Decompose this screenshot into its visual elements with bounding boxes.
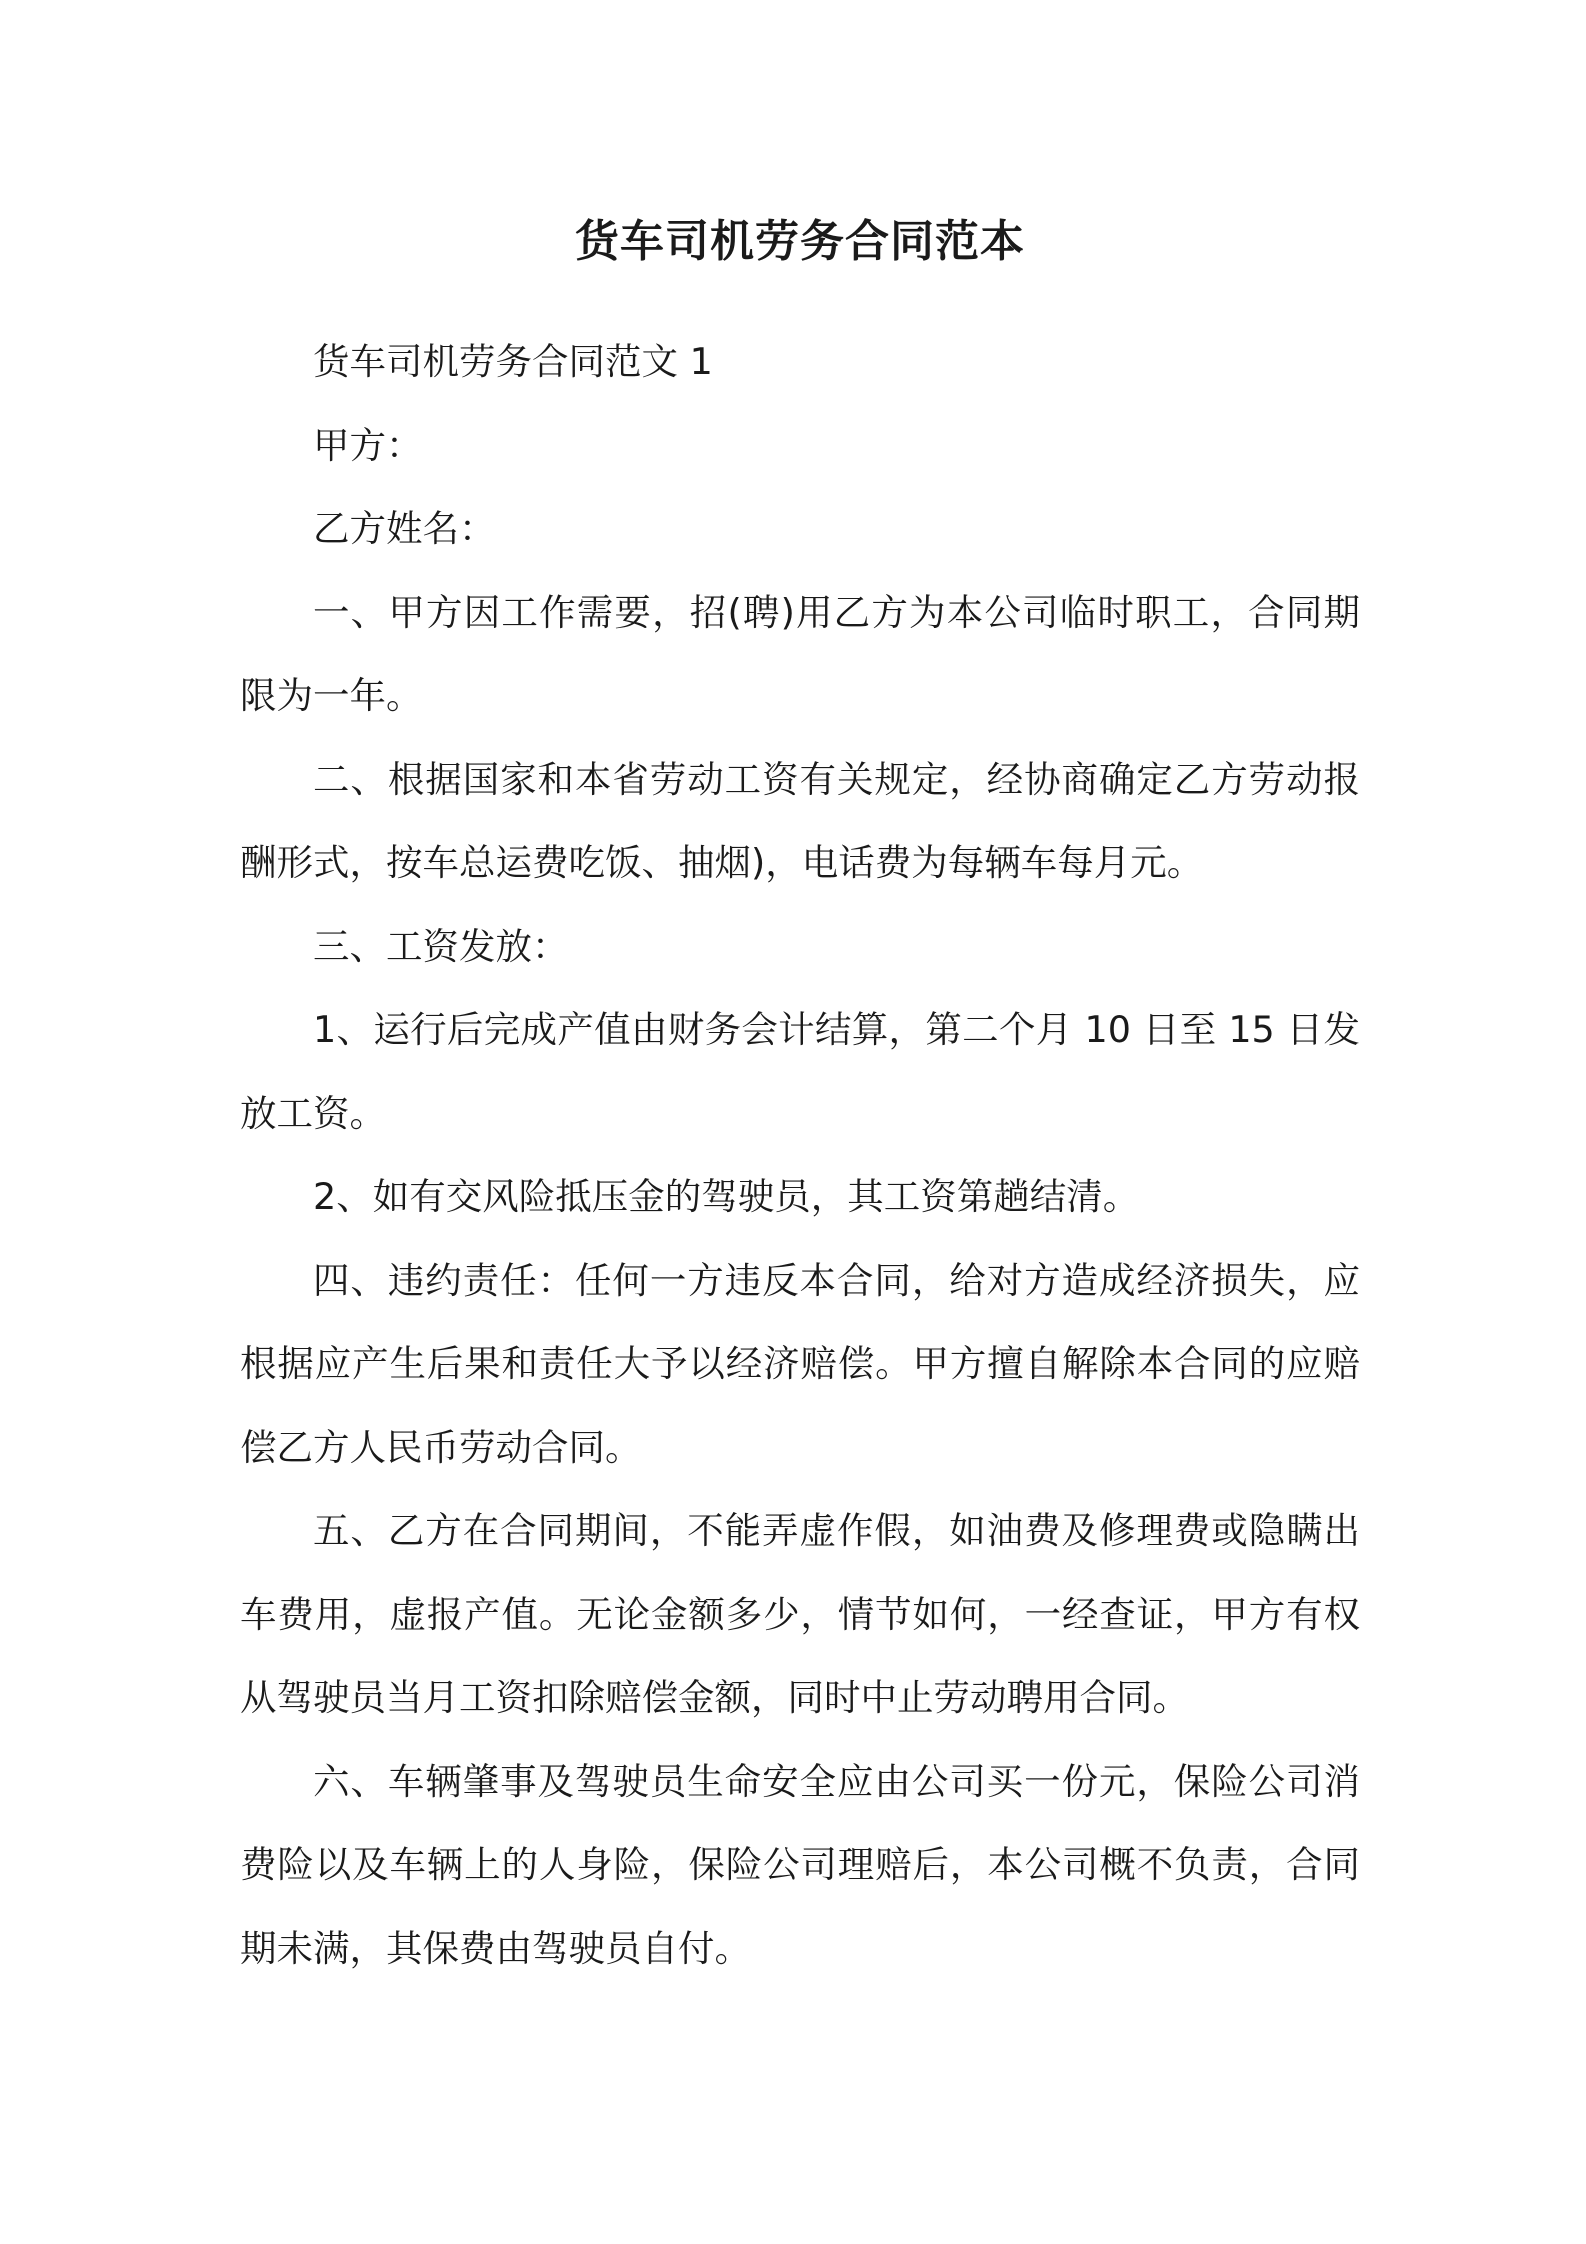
clause-1: 一、甲方因工作需要，招(聘)用乙方为本公司临时职工，合同期限为一年。 <box>240 590 1360 717</box>
clause-4: 四、违约责任：任何一方违反本合同，给对方造成经济损失，应根据应产生后果和责任大予以经济赔偿。甲方擅自解除本合同的应赔偿乙方人民币劳动合同。 <box>240 1258 1360 1469</box>
clause-3-item-1: 1、运行后完成产值由财务会计结算，第二个月 10 日至 15 日发放工资。 <box>240 1008 1360 1135</box>
document-title: 货车司机劳务合同范本 <box>575 216 1025 267</box>
subtitle-paragraph: 货车司机劳务合同范文 1 <box>313 340 713 383</box>
clause-3-heading: 三、工资发放： <box>313 924 569 968</box>
party-b-line: 乙方姓名： <box>313 507 496 550</box>
clause-2: 二、根据国家和本省劳动工资有关规定，经协商确定乙方劳动报酬形式，按车总运费吃饭、抽烟)，电话费为每辆车每月元。 <box>240 757 1360 884</box>
clause-6: 六、车辆肇事及驾驶员生命安全应由公司买一份元，保险公司消费险以及车辆上的人身险，保险公司理赔后，本公司概不负责，合同期未满，其保费由驾驶员自付。 <box>240 1759 1360 1970</box>
clause-5: 五、乙方在合同期间，不能弄虚作假，如油费及修理费或隐瞒出车费用，虚报产值。无论金额多少，情节如何，一经查证，甲方有权从驾驶员当月工资扣除赔偿金额，同时中止劳动聘用合同。 <box>240 1509 1360 1719</box>
document-page <box>240 0 1360 2244</box>
clause-3-item-2: 2、如有交风险抵压金的驾驶员，其工资第趟结清。 <box>313 1175 1140 1218</box>
document-body <box>240 320 1360 1990</box>
party-a-line: 甲方： <box>313 423 423 467</box>
